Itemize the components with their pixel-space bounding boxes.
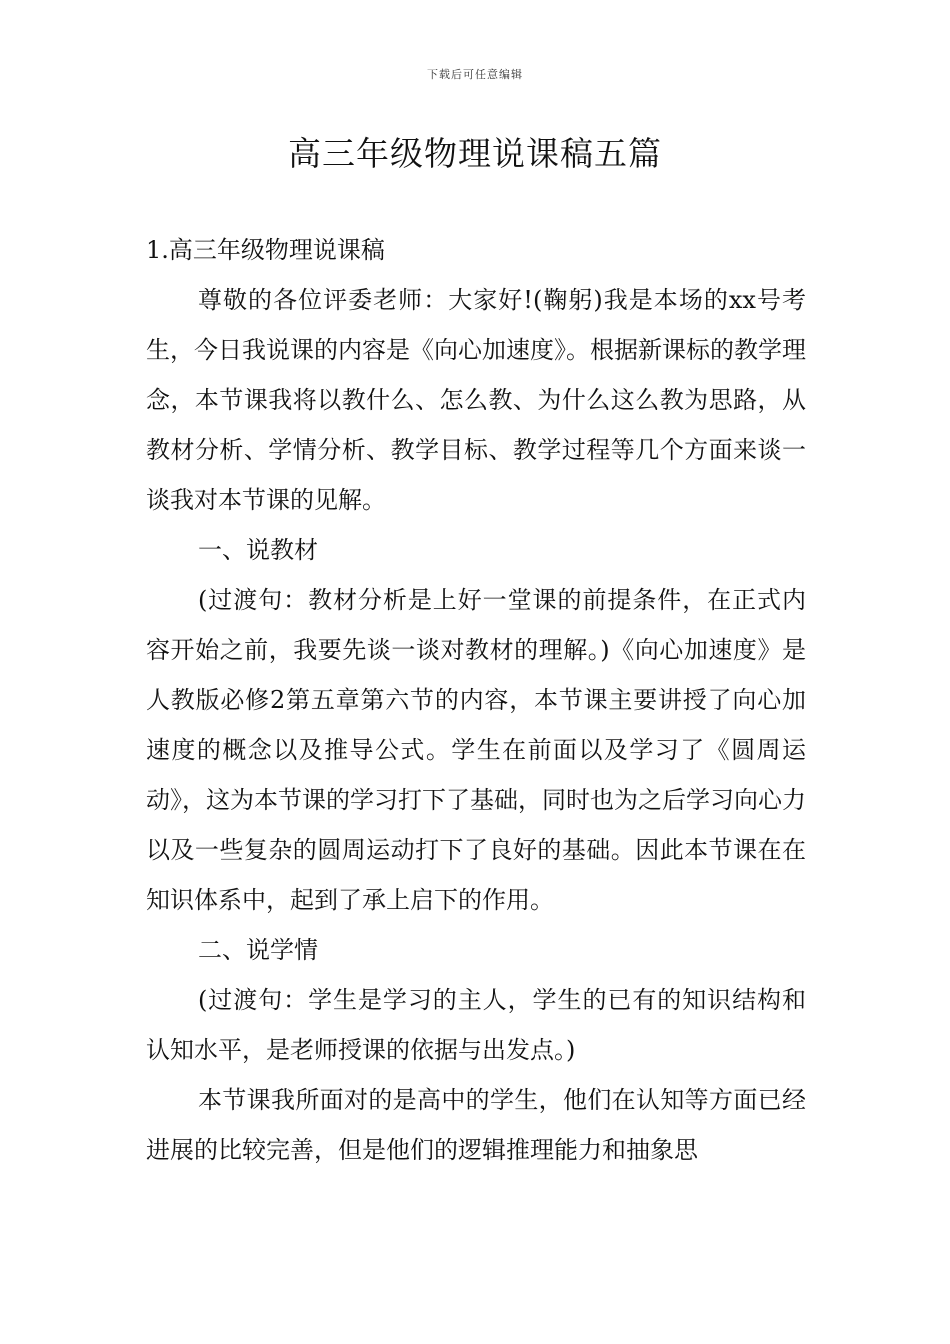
paragraph-students: 本节课我所面对的是高中的学生，他们在认知等方面已经进展的比较完善，但是他们的逻辑推理能力和抽象思: [146, 1086, 806, 1164]
document-title: 高三年级物理说课稿五篇: [288, 134, 662, 173]
header-note: 下载后可任意编辑: [427, 68, 523, 81]
section-title: 1.高三年级物理说课稿: [146, 236, 385, 264]
heading-textbook: 一、说教材: [198, 536, 318, 564]
paragraph-textbook: (过渡句：教材分析是上好一堂课的前提条件，在正式内容开始之前，我要先谈一谈对教材的理解。)《向心加速度》是人教版必修2第五章第六节的内容，本节课主要讲授了向心加速度的概念以及推导公式。学生在前面以及学习了《圆周运动》，这为本节课的学习打下了基础，同时也为之后学习向心力以及一些复杂的圆周运动打下了良好的基础。因此本节课在在知识体系中，起到了承上启下的作用。: [146, 586, 806, 914]
paragraph-intro: 尊敬的各位评委老师：大家好!(鞠躬)我是本场的xx号考生，今日我说课的内容是《向心加速度》。根据新课标的教学理念，本节课我将以教什么、怎么教、为什么这么教为思路，从教材分析、学情分析、教学目标、教学过程等几个方面来谈一谈我对本节课的见解。: [146, 286, 806, 514]
paragraph-students-transition: (过渡句：学生是学习的主人，学生的已有的知识结构和认知水平，是老师授课的依据与出发点。): [146, 986, 806, 1064]
heading-students: 二、说学情: [198, 936, 318, 964]
document-body: [146, 225, 806, 1175]
